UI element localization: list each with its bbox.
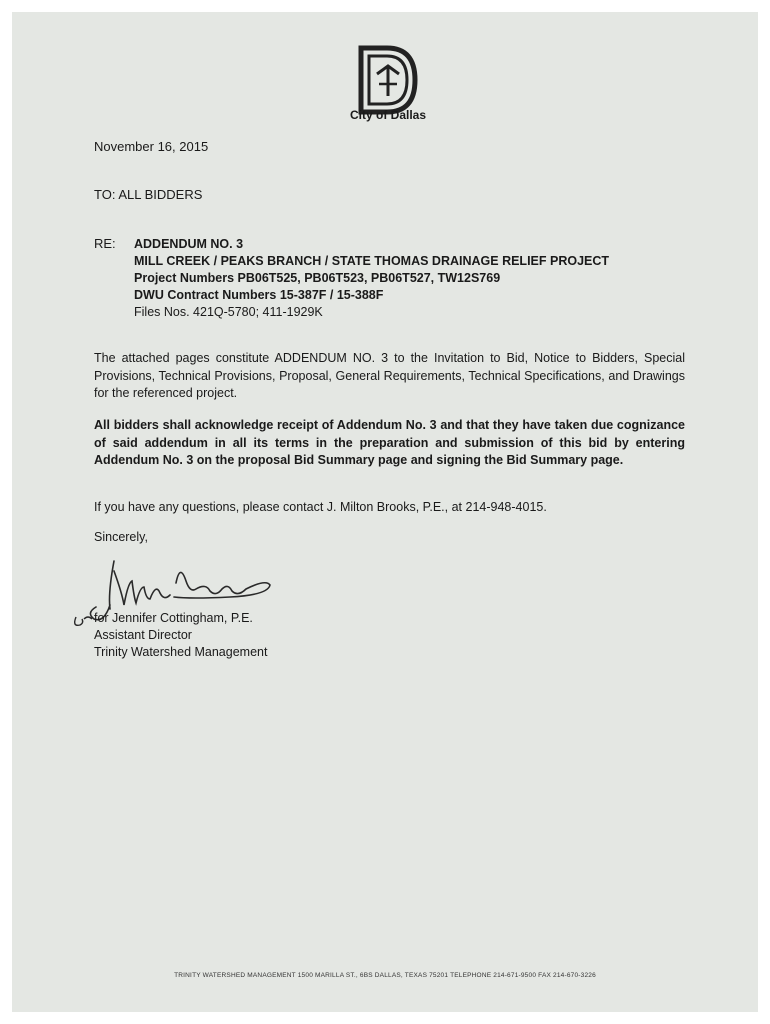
signer-block — [94, 610, 267, 661]
subject-project-name: MILL CREEK / PEAKS BRANCH / STATE THOMAS DRAINAGE RELIEF PROJECT — [134, 254, 610, 268]
body-paragraph-2: All bidders shall acknowledge receipt of Addendum No. 3 and that they have taken due cognizance of said addendum in all its terms in the preparation and submission of this bid by entering Addendum No. 3 on the proposal Bid Summary page and signing the Bid Summary page. — [94, 418, 685, 467]
subject-addendum: ADDENDUM NO. 3 — [134, 237, 244, 251]
letter-date: November 16, 2015 — [94, 139, 209, 154]
subject-block — [134, 236, 609, 321]
signer-department: Trinity Watershed Management — [94, 645, 268, 659]
closing: Sincerely, — [94, 530, 148, 544]
logo-caption: City of Dallas — [349, 108, 427, 122]
letter-page — [12, 12, 758, 1012]
recipient-line: TO: ALL BIDDERS — [94, 187, 203, 202]
subject-project-numbers: Project Numbers PB06T525, PB06T523, PB06T527, TW12S769 — [134, 271, 501, 285]
re-label: RE: — [94, 236, 116, 251]
letterhead-footer: TRINITY WATERSHED MANAGEMENT 1500 MARILLA ST., 6BS DALLAS, TEXAS 75201 TELEPHONE 214-671-9500 FAX 214-670-3226 — [174, 972, 596, 979]
body-paragraph-1: The attached pages constitute ADDENDUM NO. 3 to the Invitation to Bid, Notice to Bidders, Special Provisions, Technical Provisions, Proposal, General Requirements, Technical Specifications, and Drawings for the referenced project. — [94, 351, 685, 400]
body-paragraph-3: If you have any questions, please contact J. Milton Brooks, P.E., at 214-948-4015. — [94, 500, 547, 514]
subject-contract-numbers: DWU Contract Numbers 15-387F / 15-388F — [134, 288, 384, 302]
city-of-dallas-logo — [357, 44, 419, 116]
signer-name: for Jennifer Cottingham, P.E. — [94, 611, 253, 625]
signer-title: Assistant Director — [94, 628, 192, 642]
subject-file-numbers: Files Nos. 421Q-5780; 411-1929K — [134, 305, 323, 319]
